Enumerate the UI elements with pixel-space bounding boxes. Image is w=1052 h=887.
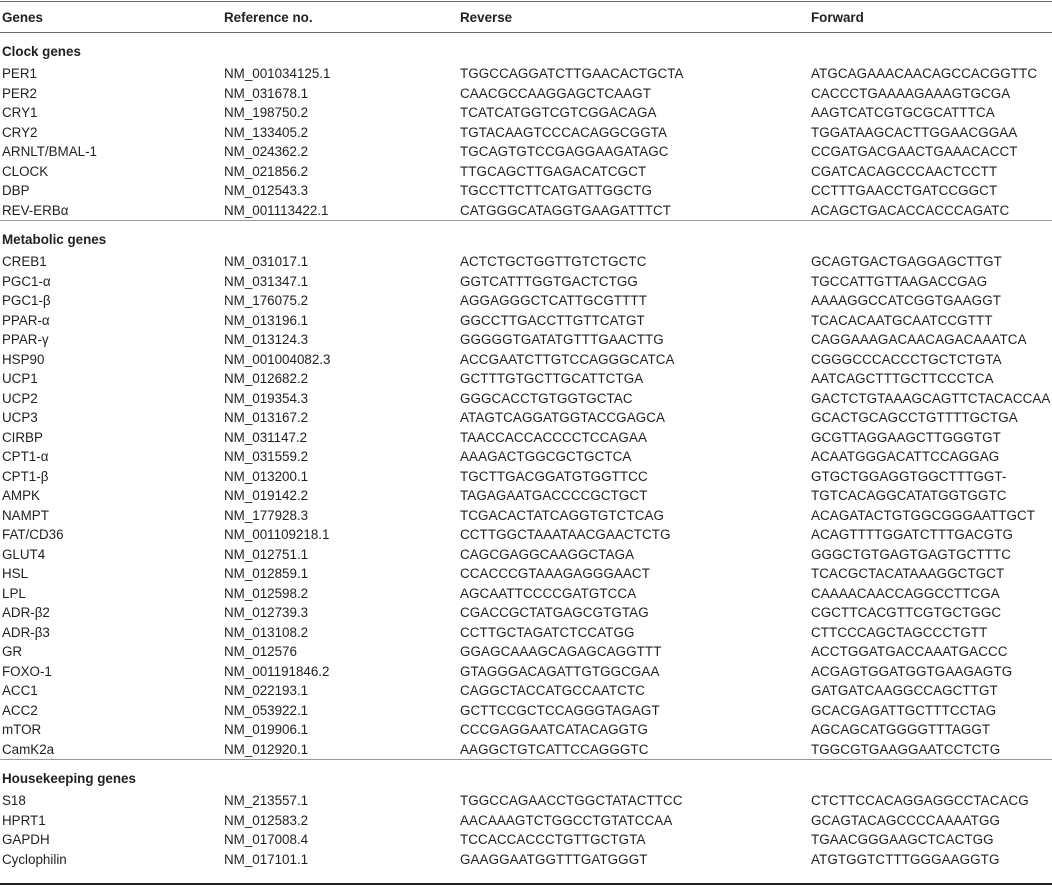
header-row (0, 4, 1052, 33)
table-row (0, 623, 1052, 643)
reference-number-cell: NM_017008.4 (224, 832, 309, 847)
forward-primer-cell: TGGCGTGAAGGAATCCTCTG (811, 741, 1001, 757)
gene-name-cell: CRY2 (2, 124, 38, 140)
reverse-primer-cell: TGGCCAGGATCTTGAACACTGCTA (460, 66, 684, 81)
forward-primer-cell: TGCCATTGTTAAGACCGAG (811, 273, 988, 289)
gene-name-cell: CLOCK (2, 163, 49, 179)
table-row (0, 467, 1052, 487)
gene-name-cell: GR (2, 644, 23, 659)
reference-number-cell: NM_012751.1 (224, 546, 309, 562)
table-row (0, 791, 1052, 811)
section-row (0, 33, 1052, 65)
forward-primer-cell: TCACACAATGCAATCCGTTT (811, 312, 993, 328)
reference-number-cell: NM_001191846.2 (224, 663, 330, 679)
column-header-genes: Genes (0, 4, 222, 33)
section-title: Metabolic genes (2, 232, 107, 247)
forward-primer-cell: GGGCTGTGAGTGAGTGCTTTC (811, 546, 1011, 562)
table-row (0, 428, 1052, 448)
reverse-primer-cell: GAAGGAATGGTTTGATGGGT (460, 851, 648, 867)
table-row (0, 603, 1052, 623)
gene-name-cell: ADR-β3 (2, 624, 50, 640)
gene-name-cell: CamK2a (2, 741, 55, 757)
reverse-primer-cell: ACCGAATCTTGTCCAGGGCATCA (460, 351, 675, 367)
reverse-primer-cell: AAAGACTGGCGCTGCTCA (460, 449, 632, 464)
forward-primer-cell: ACAGCTGACACCACCCAGATC (811, 202, 1010, 218)
table-row (0, 291, 1052, 311)
forward-primer-cell: CAGGAAAGACAACAGACAAATCA (811, 332, 1027, 347)
primer-table (0, 4, 1052, 869)
section-title: Clock genes (2, 44, 81, 59)
table-row (0, 252, 1052, 272)
reference-number-cell: NM_031017.1 (224, 254, 309, 269)
forward-primer-cell: GCACGAGATTGCTTTCCTAG (811, 702, 997, 718)
reference-number-cell: NM_019354.3 (224, 390, 309, 406)
reverse-primer-cell: CAGGCTACCATGCCAATCTC (460, 683, 646, 698)
gene-name-cell: FOXO-1 (2, 663, 52, 679)
table-row (0, 64, 1052, 84)
reference-number-cell: NM_013196.1 (224, 312, 309, 328)
gene-name-cell: GLUT4 (2, 546, 46, 562)
reverse-primer-cell: TCCACCACCCTGTTGCTGTA (460, 832, 646, 847)
table-row (0, 181, 1052, 201)
forward-primer-cell: ACAGATACTGTGGCGGGAATTGCT (811, 507, 1036, 523)
table-row (0, 830, 1052, 850)
forward-primer-cell: ATGTGGTCTTTGGGAAGGTG (811, 851, 1000, 867)
gene-name-cell: NAMPT (2, 507, 49, 523)
reference-number-cell: NM_053922.1 (224, 702, 309, 718)
reverse-primer-cell: TAACCACCACCCCTCCAGAA (460, 429, 648, 445)
reference-number-cell: NM_031347.1 (224, 273, 309, 289)
forward-primer-cell: CCTTTGAACCTGATCCGGCT (811, 183, 998, 198)
reverse-primer-cell: GGGCACCTGTGGTGCTAC (460, 390, 633, 406)
table-row (0, 447, 1052, 467)
reverse-primer-cell: GGAGCAAAGCAGAGCAGGTTT (460, 644, 662, 659)
gene-name-cell: mTOR (2, 722, 42, 737)
reverse-primer-cell: CATGGGCATAGGTGAAGATTTCT (460, 202, 672, 218)
reference-number-cell: NM_031147.2 (224, 429, 308, 445)
gene-name-cell: S18 (2, 793, 26, 808)
reverse-primer-cell: GCTTCCGCTCCAGGGTAGAGT (460, 702, 660, 718)
reference-number-cell: NM_031559.2 (224, 449, 309, 464)
gene-name-cell: PPAR-α (2, 312, 50, 328)
reverse-primer-cell: AACAAAGTCTGGCCTGTATCCAA (460, 812, 673, 828)
table-row (0, 330, 1052, 350)
gene-name-cell: LPL (2, 585, 26, 601)
forward-primer-cell: AAGTCATCGTGCGCATTTCA (811, 105, 995, 120)
reference-number-cell: NM_198750.2 (224, 105, 309, 120)
table-row (0, 642, 1052, 662)
gene-name-cell: ACC2 (2, 702, 38, 718)
forward-primer-cell: ACAGTTTTGGATCTTTGACGTG (811, 527, 1014, 542)
section-title: Housekeeping genes (2, 771, 136, 786)
reverse-primer-cell: TGCTTGACGGATGTGGTTCC (460, 468, 648, 484)
forward-primer-cell: TGTCACAGGCATATGGTGGTC (811, 488, 1007, 503)
reverse-primer-cell: TAGAGAATGACCCCGCTGCT (460, 488, 648, 503)
table-row (0, 811, 1052, 831)
reverse-primer-cell: CAGCGAGGCAAGGCTAGA (460, 546, 635, 562)
table-row (0, 681, 1052, 701)
reference-number-cell: NM_019142.2 (224, 488, 309, 503)
gene-name-cell: AMPK (2, 488, 40, 503)
table-row (0, 103, 1052, 123)
forward-primer-cell: TGAACGGGAAGCTCACTGG (811, 832, 994, 847)
reverse-primer-cell: AGGAGGGCTCATTGCGTTTT (460, 293, 647, 308)
top-rule (0, 1, 1052, 2)
reference-number-cell: NM_013167.2 (224, 410, 309, 425)
gene-name-cell: HSL (2, 566, 29, 581)
forward-primer-cell: CCGATGACGAACTGAAACACCT (811, 144, 1018, 159)
reverse-primer-cell: GGTCATTTGGTGACTCTGG (460, 273, 638, 289)
section-row (0, 760, 1052, 792)
table-row (0, 142, 1052, 162)
reference-number-cell: NM_013200.1 (224, 468, 309, 484)
table-row (0, 84, 1052, 104)
gene-name-cell: PER1 (2, 66, 37, 81)
gene-name-cell: PPAR-γ (2, 332, 49, 347)
reference-number-cell: NM_176075.2 (224, 293, 309, 308)
reference-number-cell: NM_021856.2 (224, 163, 309, 179)
reference-number-cell: NM_019906.1 (224, 722, 309, 737)
forward-primer-cell: CACCCTGAAAAGAAAGTGCGA (811, 85, 1011, 101)
forward-primer-cell: GATGATCAAGGCCAGCTTGT (811, 683, 998, 698)
reference-number-cell: NM_213557.1 (224, 793, 309, 808)
gene-name-cell: PGC1-α (2, 273, 51, 289)
reverse-primer-cell: TGTACAAGTCCCACAGGCGGTA (460, 124, 668, 140)
reverse-primer-cell: TCGACACTATCAGGTGTCTCAG (460, 507, 665, 523)
gene-name-cell: CREB1 (2, 254, 47, 269)
reference-number-cell: NM_012576 (224, 644, 297, 659)
table-row (0, 525, 1052, 545)
column-header-reference: Reference no. (222, 4, 458, 33)
table-row (0, 272, 1052, 292)
forward-primer-cell: CGATCACAGCCCAACTCCTT (811, 163, 998, 179)
bottom-rule (0, 883, 1052, 885)
table-row (0, 701, 1052, 721)
reference-number-cell: NM_012598.2 (224, 585, 309, 601)
gene-name-cell: Cyclophilin (2, 851, 67, 867)
forward-primer-cell: TCACGCTACATAAAGGCTGCT (811, 566, 1005, 581)
forward-primer-cell: GCACTGCAGCCTGTTTTGCTGA (811, 410, 1018, 425)
gene-name-cell: UCP3 (2, 410, 38, 425)
gene-name-cell: CPT1-α (2, 449, 49, 464)
forward-primer-cell: CTTCCCAGCTAGCCCTGTT (811, 624, 988, 640)
forward-primer-cell: CTCTTCCACAGGAGGCCTACACG (811, 793, 1029, 808)
reverse-primer-cell: TGCAGTGTCCGAGGAAGATAGC (460, 144, 669, 159)
gene-name-cell: DBP (2, 183, 30, 198)
gene-name-cell: CPT1-β (2, 468, 49, 484)
forward-primer-cell: GACTCTGTAAAGCAGTTCTACACCAA (811, 390, 1051, 406)
section-row (0, 221, 1052, 253)
table-row (0, 720, 1052, 740)
reference-number-cell: NM_001109218.1 (224, 527, 330, 542)
reference-number-cell: NM_012920.1 (224, 741, 309, 757)
reference-number-cell: NM_017101.1 (224, 851, 309, 867)
reference-number-cell: NM_013108.2 (224, 624, 309, 640)
forward-primer-cell: AGCAGCATGGGGTTTAGGT (811, 722, 991, 737)
gene-name-cell: ADR-β2 (2, 605, 50, 620)
table-row (0, 564, 1052, 584)
reference-number-cell: NM_024362.2 (224, 144, 309, 159)
forward-primer-cell: CAAAACAACCAGGCCTTCGA (811, 585, 1000, 601)
forward-primer-cell: CGCTTCACGTTCGTGCTGGC (811, 605, 1002, 620)
gene-name-cell: HPRT1 (2, 812, 46, 828)
gene-name-cell: CRY1 (2, 105, 38, 120)
table-row (0, 662, 1052, 682)
reverse-primer-cell: TGGCCAGAACCTGGCTATACTTCC (460, 793, 683, 808)
reverse-primer-cell: TCATCATGGTCGTCGGACAGA (460, 105, 657, 120)
reference-number-cell: NM_001113422.1 (224, 202, 329, 218)
reverse-primer-cell: ACTCTGCTGGTTGTCTGCTC (460, 254, 647, 269)
forward-primer-cell: AAAAGGCCATCGGTGAAGGT (811, 293, 1001, 308)
reverse-primer-cell: CCACCCGTAAAGAGGGAACT (460, 566, 650, 581)
reverse-primer-cell: GCTTTGTGCTTGCATTCTGA (460, 371, 644, 386)
reference-number-cell: NM_012859.1 (224, 566, 309, 581)
forward-primer-cell: GCAGTACAGCCCCAAAATGG (811, 812, 1000, 828)
table-row (0, 408, 1052, 428)
gene-name-cell: GAPDH (2, 832, 50, 847)
forward-primer-cell: GTGCTGGAGGTGGCTTTGGT- (811, 468, 1007, 484)
reference-number-cell: NM_012739.3 (224, 605, 309, 620)
gene-name-cell: HSP90 (2, 351, 45, 367)
gene-name-cell: PGC1-β (2, 293, 51, 308)
forward-primer-cell: ACCTGGATGACCAAATGACCC (811, 644, 1008, 659)
reference-number-cell: NM_031678.1 (224, 85, 309, 101)
gene-name-cell: ARNLT/BMAL-1 (2, 144, 97, 159)
forward-primer-cell: GCAGTGACTGAGGAGCTTGT (811, 254, 1002, 269)
reverse-primer-cell: CCTTGCTAGATCTCCATGG (460, 624, 635, 640)
reference-number-cell: NM_001034125.1 (224, 66, 331, 81)
reverse-primer-cell: CCTTGGCTAAATAACGAACTCTG (460, 527, 671, 542)
reverse-primer-cell: AGCAATTCCCCGATGTCCA (460, 585, 637, 601)
table-body (0, 33, 1052, 870)
forward-primer-cell: AATCAGCTTTGCTTCCCTCA (811, 371, 994, 386)
reference-number-cell: NM_012682.2 (224, 371, 309, 386)
table-row (0, 506, 1052, 526)
table-row (0, 545, 1052, 565)
forward-primer-cell: CGGGCCCACCCTGCTCTGTA (811, 351, 1002, 367)
gene-name-cell: PER2 (2, 85, 37, 101)
table-row (0, 740, 1052, 760)
reference-number-cell: NM_001004082.3 (224, 351, 331, 367)
forward-primer-cell: ATGCAGAAACAACAGCCACGGTTC (811, 66, 1038, 81)
table-row (0, 201, 1052, 221)
column-header-forward: Forward (809, 4, 1052, 33)
reference-number-cell: NM_012583.2 (224, 812, 309, 828)
table-row (0, 311, 1052, 331)
forward-primer-cell: GCGTTAGGAAGCTTGGGTGT (811, 429, 1001, 445)
reference-number-cell: NM_133405.2 (224, 124, 309, 140)
reverse-primer-cell: ATAGTCAGGATGGTACCGAGCA (460, 410, 666, 425)
table-row (0, 389, 1052, 409)
gene-name-cell: CIRBP (2, 429, 43, 445)
gene-name-cell: UCP1 (2, 371, 38, 386)
reverse-primer-cell: CGACCGCTATGAGCGTGTAG (460, 605, 649, 620)
table-row (0, 584, 1052, 604)
reference-number-cell: NM_177928.3 (224, 507, 309, 523)
reference-number-cell: NM_013124.3 (224, 332, 309, 347)
table-row (0, 350, 1052, 370)
reference-number-cell: NM_022193.1 (224, 683, 309, 698)
forward-primer-cell: ACAATGGGACATTCCAGGAG (811, 449, 1000, 464)
reverse-primer-cell: GGCCTTGACCTTGTTCATGT (460, 312, 645, 328)
table-row (0, 850, 1052, 870)
reverse-primer-cell: CAACGCCAAGGAGCTCAAGT (460, 85, 651, 101)
reverse-primer-cell: CCCGAGGAATCATACAGGTG (460, 722, 648, 737)
gene-name-cell: UCP2 (2, 390, 38, 406)
reverse-primer-cell: TGCCTTCTTCATGATTGGCTG (460, 183, 653, 198)
column-header-reverse: Reverse (458, 4, 809, 33)
forward-primer-cell: TGGATAAGCACTTGGAACGGAA (811, 124, 1018, 140)
table-row (0, 369, 1052, 389)
reverse-primer-cell: GTAGGGACAGATTGTGGCGAA (460, 663, 660, 679)
reverse-primer-cell: AAGGCTGTCATTCCAGGGTC (460, 741, 649, 757)
gene-name-cell: FAT/CD36 (2, 527, 64, 542)
forward-primer-cell: ACGAGTGGATGGTGAAGAGTG (811, 663, 1013, 679)
table-row (0, 162, 1052, 182)
gene-name-cell: REV-ERBα (2, 202, 69, 218)
table-row (0, 123, 1052, 143)
gene-name-cell: ACC1 (2, 683, 38, 698)
reference-number-cell: NM_012543.3 (224, 183, 309, 198)
table-row (0, 486, 1052, 506)
reverse-primer-cell: GGGGGTGATATGTTTGAACTTG (460, 332, 664, 347)
reverse-primer-cell: TTGCAGCTTGAGACATCGCT (460, 163, 647, 179)
